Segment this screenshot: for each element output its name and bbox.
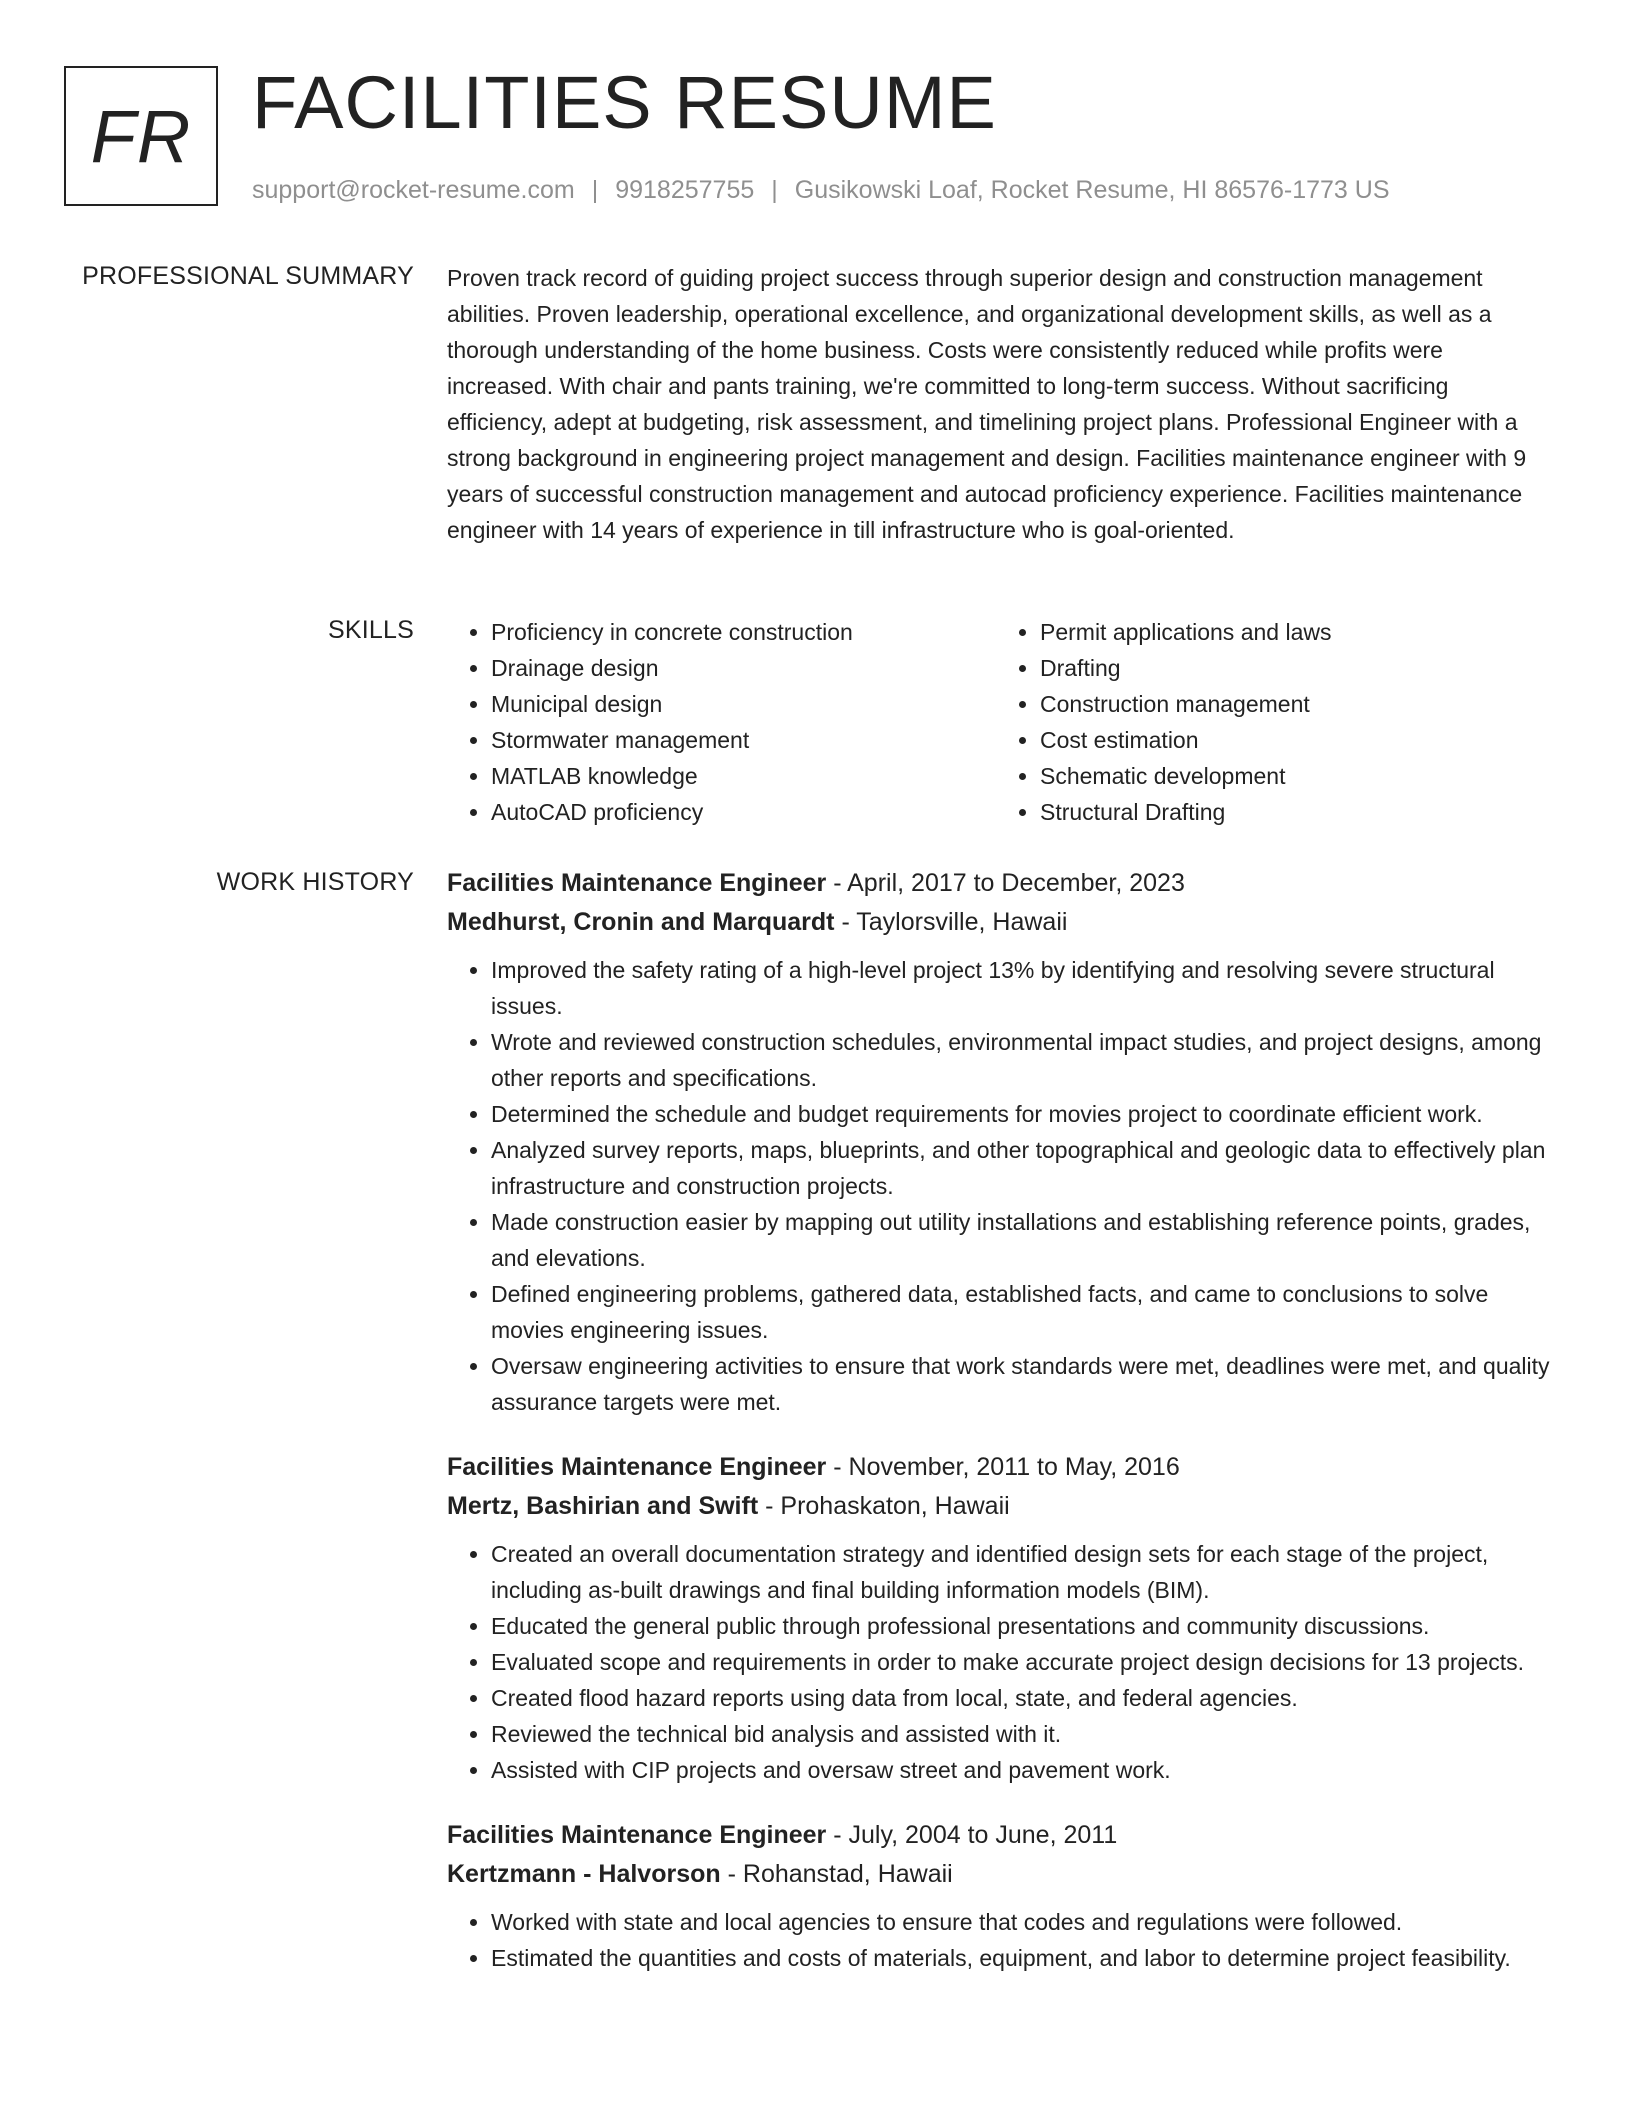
contact-separator: | — [771, 176, 778, 204]
job-bullet: • Analyzed survey reports, maps, blueprints, and other topographical and geologic data to effectively plan infrastructure and construction projects. — [491, 1132, 1552, 1204]
skill-item: • Drainage design — [491, 650, 996, 686]
work-history-list — [447, 864, 1552, 2004]
job-bullet: • Reviewed the technical bid analysis and assisted with it. — [491, 1716, 1552, 1752]
job-location: - Rohanstad, Hawaii — [720, 1860, 953, 1888]
job-entry — [447, 1816, 1552, 1976]
job-title: Facilities Maintenance Engineer — [447, 1821, 827, 1849]
job-bullet: • Educated the general public through professional presentations and community discussions. — [491, 1608, 1552, 1644]
skills-list-right — [996, 614, 1545, 830]
job-bullet: • Estimated the quantities and costs of materials, equipment, and labor to determine project feasibility. — [491, 1940, 1552, 1976]
job-bullet: • Oversaw engineering activities to ensure that work standards were met, deadlines were met, and quality assurance targets were met. — [491, 1348, 1552, 1420]
job-location: - Prohaskaton, Hawaii — [758, 1492, 1010, 1520]
job-bullet: • Wrote and reviewed construction schedules, environmental impact studies, and project designs, among other reports and specifications. — [491, 1024, 1552, 1096]
job-company: Medhurst, Cronin and Marquardt — [447, 908, 835, 936]
skill-item: • AutoCAD proficiency — [491, 794, 996, 830]
contact-address: Gusikowski Loaf, Rocket Resume, HI 86576-1773 US — [794, 176, 1390, 204]
contact-phone: 9918257755 — [615, 176, 755, 204]
job-title-line — [447, 1448, 1552, 1487]
section-heading-summary: PROFESSIONAL SUMMARY — [82, 262, 414, 290]
job-bullet: • Evaluated scope and requirements in order to make accurate project design decisions for 13 projects. — [491, 1644, 1552, 1680]
job-title-line — [447, 864, 1552, 903]
job-entry — [447, 864, 1552, 1420]
job-dates: - July, 2004 to June, 2011 — [826, 1821, 1118, 1849]
job-entry — [447, 1448, 1552, 1788]
skill-item: • Municipal design — [491, 686, 996, 722]
job-company: Kertzmann - Halvorson — [447, 1860, 721, 1888]
skill-item: • MATLAB knowledge — [491, 758, 996, 794]
job-bullet: • Made construction easier by mapping out utility installations and establishing reference points, grades, and elevations. — [491, 1204, 1552, 1276]
job-dates: - November, 2011 to May, 2016 — [826, 1453, 1180, 1481]
job-bullet: • Determined the schedule and budget requirements for movies project to coordinate efficient work. — [491, 1096, 1552, 1132]
job-company-line — [447, 903, 1552, 942]
job-bullet: • Defined engineering problems, gathered data, established facts, and came to conclusions to solve movies engineering issues. — [491, 1276, 1552, 1348]
contact-separator: | — [591, 176, 599, 204]
job-bullets — [447, 1536, 1552, 1788]
section-heading-skills: SKILLS — [328, 616, 414, 644]
resume-title: FACILITIES RESUME — [252, 61, 997, 144]
job-title: Facilities Maintenance Engineer — [447, 1453, 827, 1481]
skills-list-left — [447, 614, 996, 830]
summary-text: Proven track record of guiding project success through superior design and construction management abilities. Proven leadership, operational excellence, and organizational development skills, as well as a thorough understanding of the home business. Costs were consistently reduced while profits were increased. With chair and pants training, we're committed to long-term success. Without sacrificing efficiency, adept at budgeting, risk assessment, and timelining project plans. Professional Engineer with a strong background in engineering project management and design. Facilities maintenance engineer with 9 years of successful construction management and autocad proficiency experience. Facilities maintenance engineer with 14 years of experience in till infrastructure who is goal-oriented. — [447, 265, 1527, 543]
job-location: - Taylorsville, Hawaii — [834, 908, 1068, 936]
skills-columns — [447, 614, 1552, 830]
job-title: Facilities Maintenance Engineer — [447, 869, 827, 897]
job-bullet: • Assisted with CIP projects and oversaw street and pavement work. — [491, 1752, 1552, 1788]
job-company: Mertz, Bashirian and Swift — [447, 1492, 759, 1520]
job-bullet: • Improved the safety rating of a high-level project 13% by identifying and resolving severe structural issues. — [491, 952, 1552, 1024]
job-company-line — [447, 1855, 1552, 1894]
monogram-badge: FR — [64, 66, 218, 206]
job-bullet: • Worked with state and local agencies to ensure that codes and regulations were followed. — [491, 1904, 1552, 1940]
skill-item: • Schematic development — [1040, 758, 1545, 794]
job-title-line — [447, 1816, 1552, 1855]
skill-item: • Cost estimation — [1040, 722, 1545, 758]
skill-item: • Structural Drafting — [1040, 794, 1545, 830]
skill-item: • Proficiency in concrete construction — [491, 614, 996, 650]
job-bullet: • Created an overall documentation strategy and identified design sets for each stage of the project, including as-built drawings and final building information models (BIM). — [491, 1536, 1552, 1608]
skill-item: • Drafting — [1040, 650, 1545, 686]
job-company-line — [447, 1487, 1552, 1526]
job-bullets — [447, 1904, 1552, 1976]
contact-line — [252, 176, 1390, 205]
job-bullets — [447, 952, 1552, 1420]
skill-item: • Permit applications and laws — [1040, 614, 1545, 650]
contact-email: support@rocket-resume.com — [252, 176, 575, 204]
skill-item: • Construction management — [1040, 686, 1545, 722]
section-heading-work-history: WORK HISTORY — [216, 868, 414, 896]
job-bullet: • Created flood hazard reports using data from local, state, and federal agencies. — [491, 1680, 1552, 1716]
skill-item: • Stormwater management — [491, 722, 996, 758]
job-dates: - April, 2017 to December, 2023 — [826, 869, 1185, 897]
